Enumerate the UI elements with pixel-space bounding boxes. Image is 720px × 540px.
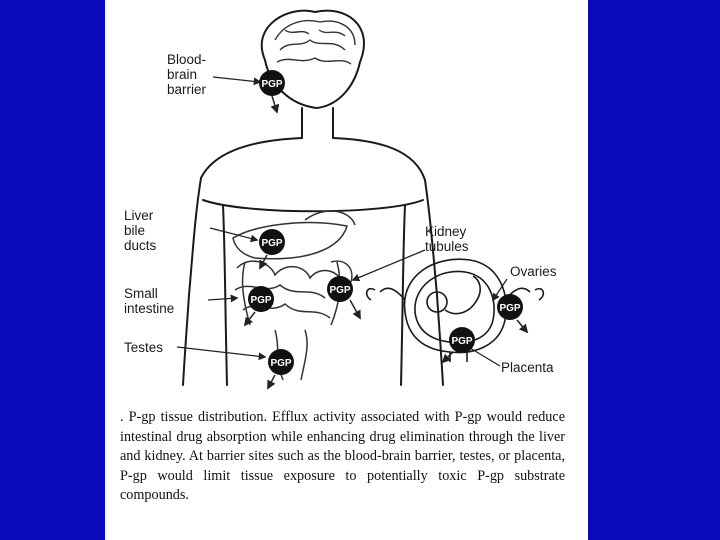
pgp-badges (245, 70, 527, 388)
label-ovaries: Ovaries (510, 264, 557, 279)
pgp-badge-testes (268, 349, 294, 388)
label-liver-bile-ducts: Liver bile ducts (124, 208, 157, 253)
label-kidney-tubules: Kidney tubules (425, 224, 469, 254)
pgp-badge-liver (259, 229, 285, 268)
pgp-badge-kidney (327, 276, 360, 318)
pgp-badge-placenta (443, 327, 475, 362)
pgp-badge-ovaries (497, 294, 527, 332)
figure-caption: . P-gp tissue distribution. Efflux activity associated with P-gp would reduce intestinal drug absorption while enhancing drug elimination through the liver and kidney. At barrier sites such as the blood-brain barrier, testes, or placenta, P-gp would limit tissue exposure to potentially toxic P-gp substrate compounds. (120, 409, 565, 503)
label-placenta: Placenta (501, 360, 554, 375)
pgp-badge-label: PGP (270, 358, 292, 369)
label-blood-brain-barrier: Blood- brain barrier (167, 52, 207, 97)
pgp-badge-small-intestine (245, 286, 274, 325)
pgp-badge-label: PGP (329, 285, 351, 296)
pgp-badge-label: PGP (250, 295, 272, 306)
label-small-intestine: Small intestine (124, 286, 175, 316)
pgp-badge-label: PGP (261, 79, 283, 90)
pgp-badge-bbb (259, 70, 285, 112)
pgp-badge-label: PGP (499, 303, 521, 314)
brain-icon (275, 21, 355, 64)
body-outline (183, 11, 443, 385)
label-testes: Testes (124, 340, 164, 355)
pgp-badge-label: PGP (261, 238, 283, 249)
pgp-badge-label: PGP (451, 336, 473, 347)
scanned-page (105, 0, 588, 540)
